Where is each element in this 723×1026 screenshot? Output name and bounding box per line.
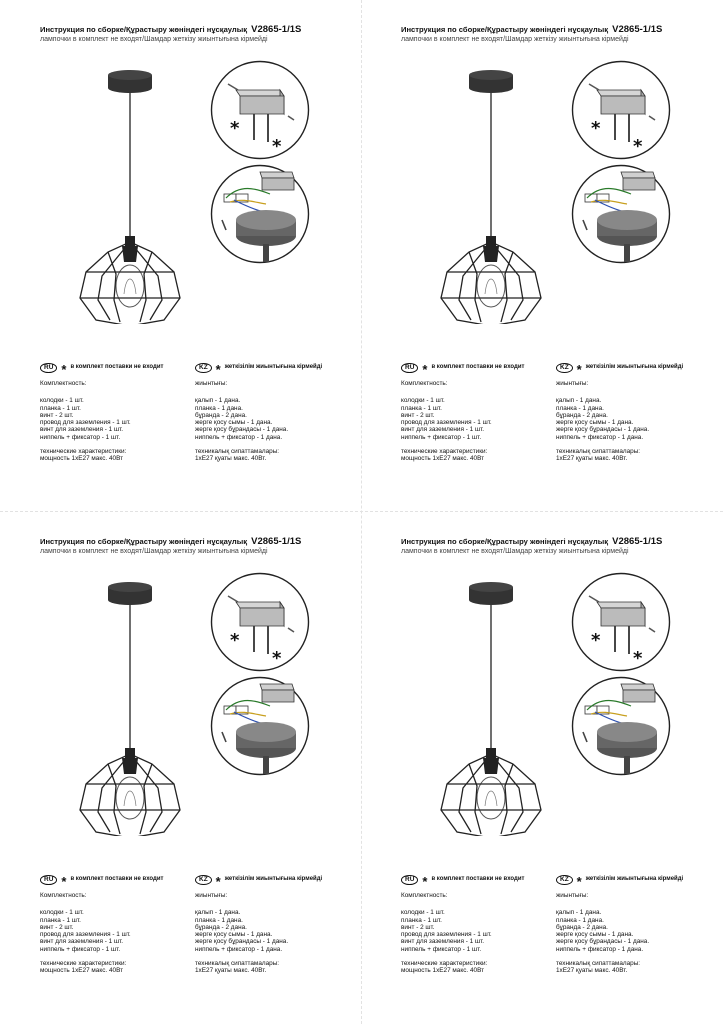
kz-contents-item: қалып - 1 дана.	[195, 397, 241, 405]
instruction-panel	[401, 24, 723, 514]
kz-language-badge: KZ	[556, 875, 573, 885]
kz-contents-item: жерге қосу бұрандасы - 1 дана.	[195, 938, 289, 946]
kz-contents-item: жерге қосу бұрандасы - 1 дана.	[556, 426, 650, 434]
kz-contents-item: жерге қосу сымы - 1 дана.	[195, 419, 273, 427]
ru-not-included-note: в комплект поставки не входит	[70, 876, 164, 883]
instruction-title	[401, 536, 721, 547]
svg-text:*: *	[230, 630, 240, 651]
kz-language-badge: KZ	[195, 875, 212, 885]
asterisk-marker: *	[576, 874, 582, 889]
kz-contents-item: планка - 1 дана.	[556, 916, 604, 924]
ru-contents-heading: Комплектность:	[401, 380, 448, 387]
kz-specs-value: 1хЕ27 қуаты макс. 40Вт.	[195, 967, 267, 975]
ru-not-included-note: в комплект поставки не входит	[431, 364, 525, 371]
kz-contents-item: жерге қосу сымы - 1 дана.	[556, 419, 634, 427]
kz-contents-item: планка - 1 дана.	[556, 404, 604, 412]
kz-specs-label: техникалық сипаттамалары:	[556, 960, 641, 968]
ru-contents-item: планка - 1 шт.	[40, 916, 81, 924]
instruction-title	[401, 24, 721, 35]
ru-language-badge: RU	[40, 875, 57, 885]
svg-text:*: *	[272, 648, 282, 669]
ru-contents-list	[401, 909, 556, 953]
kz-specs-label: техникалық сипаттамалары:	[195, 960, 280, 968]
instruction-title	[40, 536, 360, 547]
ru-section	[401, 874, 556, 975]
kz-contents-list	[195, 397, 375, 441]
kz-section	[195, 362, 375, 463]
pendant-lamp-illustration	[68, 576, 198, 836]
kz-not-included-note: жеткізілім жиынтығына кірмейді	[224, 876, 323, 883]
instruction-panel	[401, 536, 723, 1026]
ru-contents-item: колодки - 1 шт.	[401, 909, 445, 917]
kz-specs-value: 1хЕ27 қуаты макс. 40Вт.	[556, 967, 628, 975]
kz-contents-item: ниппель + фиксатор - 1 дана.	[195, 945, 283, 953]
asterisk-marker: *	[61, 362, 67, 377]
ru-contents-item: винт для заземления - 1 шт.	[401, 938, 485, 946]
ru-specs-value: мощность 1хЕ27 макс. 40Вт	[401, 967, 485, 975]
kz-contents-item: жерге қосу сымы - 1 дана.	[195, 931, 273, 939]
ru-contents-item: ниппель + фиксатор - 1 шт.	[40, 433, 121, 441]
kz-section	[556, 874, 723, 975]
kz-not-included-note: жеткізілім жиынтығына кірмейді	[585, 876, 684, 883]
title-text: Инструкция по сборке/Құрастыру жөніндегі нұсқаулық	[40, 537, 248, 546]
kz-contents-item: жерге қосу бұрандасы - 1 дана.	[195, 426, 289, 434]
ru-contents-item: ниппель + фиксатор - 1 шт.	[401, 945, 482, 953]
ru-contents-item: колодки - 1 шт.	[40, 909, 84, 917]
kz-specs-label: техникалық сипаттамалары:	[195, 448, 280, 456]
bulbs-not-included-note: лампочки в комплект не входят/Шамдар жеткізу жиынтығына кірмейді	[40, 548, 268, 555]
mounting-bracket-detail	[210, 60, 310, 160]
ru-contents-item: винт - 2 шт.	[401, 923, 435, 931]
ru-specs-label: технические характеристики:	[401, 960, 488, 968]
ru-specs-label: технические характеристики:	[40, 960, 127, 968]
ru-contents-item: планка - 1 шт.	[401, 404, 442, 412]
ru-contents-item: провод для заземления - 1 шт.	[40, 419, 131, 427]
ru-contents-item: винт - 2 шт.	[40, 411, 74, 419]
kz-contents-item: қалып - 1 дана.	[556, 909, 602, 917]
kz-language-badge: KZ	[556, 363, 573, 373]
instruction-panel	[40, 536, 380, 1026]
kz-contents-item: планка - 1 дана.	[195, 404, 243, 412]
ru-specs-label: технические характеристики:	[401, 448, 488, 456]
ru-contents-item: планка - 1 шт.	[401, 916, 442, 924]
pendant-lamp-illustration	[429, 576, 559, 836]
asterisk-marker: *	[61, 874, 67, 889]
asterisk-marker: *	[576, 362, 582, 377]
kz-contents-item: бұранда - 2 дана.	[556, 923, 608, 931]
kz-contents-item: бұранда - 2 дана.	[195, 923, 247, 931]
instruction-panel	[40, 24, 380, 514]
ru-contents-item: планка - 1 шт.	[40, 404, 81, 412]
ru-section	[401, 362, 556, 463]
ru-not-included-note: в комплект поставки не входит	[70, 364, 164, 371]
kz-contents-list	[556, 909, 723, 953]
kz-not-included-note: жеткізілім жиынтығына кірмейді	[224, 364, 323, 371]
ru-contents-item: колодки - 1 шт.	[401, 397, 445, 405]
kz-contents-item: бұранда - 2 дана.	[556, 411, 608, 419]
ru-contents-list	[40, 397, 195, 441]
pendant-lamp-illustration	[429, 64, 559, 324]
kz-contents-item: планка - 1 дана.	[195, 916, 243, 924]
ru-contents-item: винт для заземления - 1 шт.	[40, 938, 124, 946]
ru-contents-heading: Комплектность:	[40, 380, 87, 387]
ru-specs-value: мощность 1хЕ27 макс. 40Вт	[40, 967, 124, 975]
ru-contents-item: провод для заземления - 1 шт.	[401, 931, 492, 939]
ru-not-included-note: в комплект поставки не входит	[431, 876, 525, 883]
kz-section	[195, 874, 375, 975]
kz-contents-heading: жиынтығы:	[556, 892, 589, 899]
ru-contents-list	[40, 909, 195, 953]
asterisk-marker: *	[215, 362, 221, 377]
svg-text:*: *	[591, 118, 601, 139]
kz-contents-item: қалып - 1 дана.	[195, 909, 241, 917]
mounting-bracket-detail	[571, 572, 671, 672]
ru-contents-item: винт - 2 шт.	[401, 411, 435, 419]
ru-contents-item: винт для заземления - 1 шт.	[40, 426, 124, 434]
ru-contents-list	[401, 397, 556, 441]
kz-contents-item: жерге қосу сымы - 1 дана.	[556, 931, 634, 939]
ru-contents-item: винт для заземления - 1 шт.	[401, 426, 485, 434]
kz-contents-heading: жиынтығы:	[556, 380, 589, 387]
model-number: V2865-1/1S	[612, 536, 663, 547]
ru-contents-item: ниппель + фиксатор - 1 шт.	[40, 945, 121, 953]
kz-contents-item: қалып - 1 дана.	[556, 397, 602, 405]
ceiling-canopy-wiring-detail	[210, 676, 310, 776]
ceiling-canopy-wiring-detail	[571, 164, 671, 264]
kz-contents-item: ниппель + фиксатор - 1 дана.	[556, 945, 644, 953]
asterisk-marker: *	[215, 874, 221, 889]
model-number: V2865-1/1S	[612, 24, 663, 35]
ru-specs-value: мощность 1хЕ27 макс. 40Вт	[40, 455, 124, 463]
ru-specs-label: технические характеристики:	[40, 448, 127, 456]
kz-contents-heading: жиынтығы:	[195, 892, 228, 899]
ru-section	[40, 362, 195, 463]
mounting-bracket-detail	[210, 572, 310, 672]
ru-contents-item: колодки - 1 шт.	[40, 397, 84, 405]
ru-language-badge: RU	[40, 363, 57, 373]
kz-contents-item: жерге қосу бұрандасы - 1 дана.	[556, 938, 650, 946]
model-number: V2865-1/1S	[251, 536, 302, 547]
ceiling-canopy-wiring-detail	[210, 164, 310, 264]
asterisk-marker: *	[422, 874, 428, 889]
svg-text:*: *	[633, 136, 643, 157]
kz-contents-heading: жиынтығы:	[195, 380, 228, 387]
kz-specs-value: 1хЕ27 қуаты макс. 40Вт.	[195, 455, 267, 463]
ru-contents-item: провод для заземления - 1 шт.	[40, 931, 131, 939]
ceiling-canopy-wiring-detail	[571, 676, 671, 776]
ru-language-badge: RU	[401, 363, 418, 373]
title-text: Инструкция по сборке/Құрастыру жөніндегі нұсқаулық	[40, 25, 248, 34]
ru-language-badge: RU	[401, 875, 418, 885]
instruction-title	[40, 24, 360, 35]
kz-specs-value: 1хЕ27 қуаты макс. 40Вт.	[556, 455, 628, 463]
svg-text:*: *	[591, 630, 601, 651]
mounting-bracket-detail	[571, 60, 671, 160]
svg-text:*: *	[633, 648, 643, 669]
asterisk-marker: *	[422, 362, 428, 377]
title-text: Инструкция по сборке/Құрастыру жөніндегі нұсқаулық	[401, 25, 609, 34]
svg-text:*: *	[272, 136, 282, 157]
ru-section	[40, 874, 195, 975]
pendant-lamp-illustration	[68, 64, 198, 324]
kz-contents-list	[556, 397, 723, 441]
kz-language-badge: KZ	[195, 363, 212, 373]
kz-contents-item: ниппель + фиксатор - 1 дана.	[195, 433, 283, 441]
bulbs-not-included-note: лампочки в комплект не входят/Шамдар жеткізу жиынтығына кірмейді	[401, 548, 629, 555]
bulbs-not-included-note: лампочки в комплект не входят/Шамдар жеткізу жиынтығына кірмейді	[40, 36, 268, 43]
kz-contents-item: ниппель + фиксатор - 1 дана.	[556, 433, 644, 441]
kz-section	[556, 362, 723, 463]
model-number: V2865-1/1S	[251, 24, 302, 35]
ru-contents-item: провод для заземления - 1 шт.	[401, 419, 492, 427]
kz-specs-label: техникалық сипаттамалары:	[556, 448, 641, 456]
kz-contents-list	[195, 909, 375, 953]
bulbs-not-included-note: лампочки в комплект не входят/Шамдар жеткізу жиынтығына кірмейді	[401, 36, 629, 43]
kz-contents-item: бұранда - 2 дана.	[195, 411, 247, 419]
title-text: Инструкция по сборке/Құрастыру жөніндегі нұсқаулық	[401, 537, 609, 546]
ru-contents-heading: Комплектность:	[401, 892, 448, 899]
ru-contents-item: ниппель + фиксатор - 1 шт.	[401, 433, 482, 441]
svg-text:*: *	[230, 118, 240, 139]
kz-not-included-note: жеткізілім жиынтығына кірмейді	[585, 364, 684, 371]
ru-contents-item: винт - 2 шт.	[40, 923, 74, 931]
ru-contents-heading: Комплектность:	[40, 892, 87, 899]
ru-specs-value: мощность 1хЕ27 макс. 40Вт	[401, 455, 485, 463]
